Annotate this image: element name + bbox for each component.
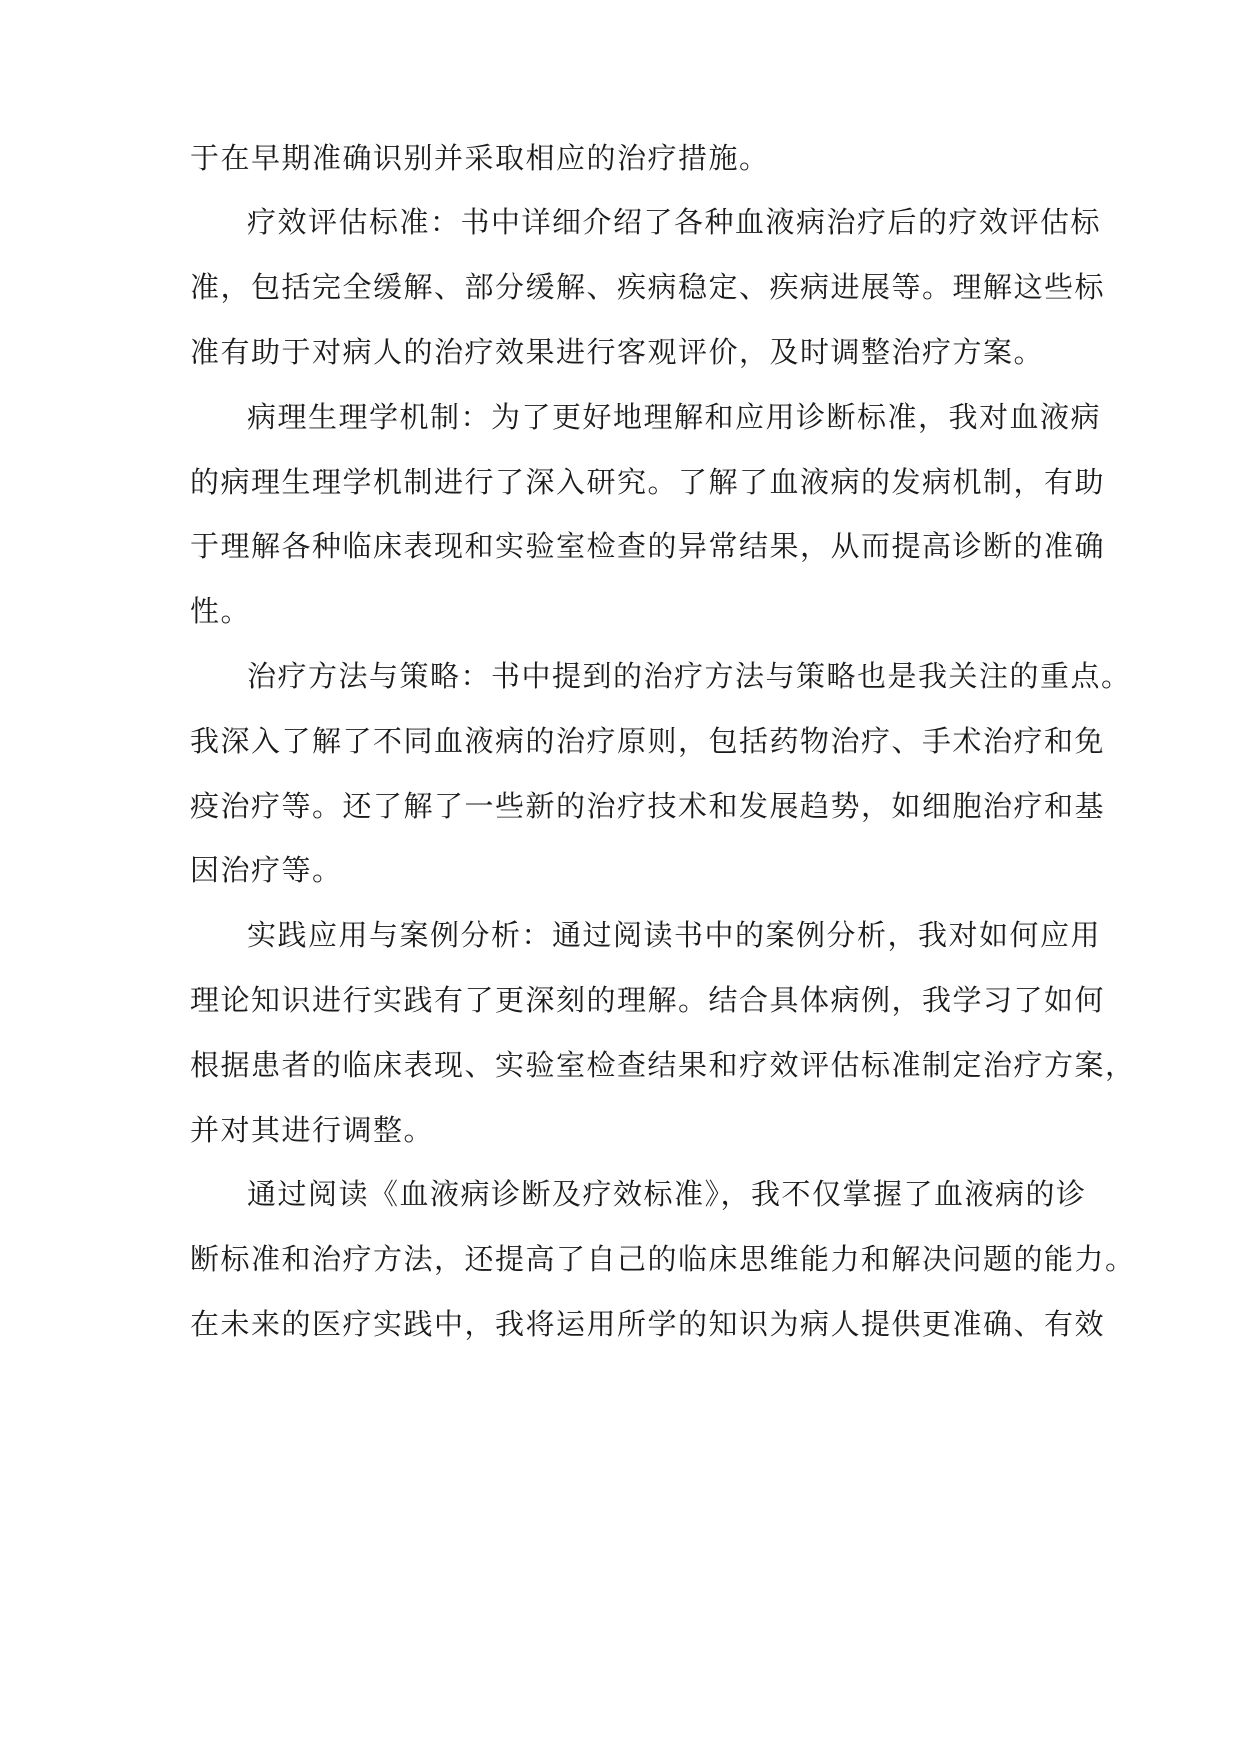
text-line: 断标准和治疗方法，还提高了自己的临床思维能力和解决问题的能力。 (190, 1242, 1136, 1276)
text-line: 我深入了解了不同血液病的治疗原则，包括药物治疗、手术治疗和免 (190, 724, 1106, 758)
text-line: 于在早期准确识别并采取相应的治疗措施。 (190, 141, 770, 175)
text-line: 的病理生理学机制进行了深入研究。了解了血液病的发病机制，有助 (190, 465, 1106, 499)
text-line: 性。 (190, 594, 252, 628)
text-line: 在未来的医疗实践中，我将运用所学的知识为病人提供更准确、有效 (190, 1307, 1106, 1341)
text-line: 因治疗等。 (190, 853, 343, 887)
text-line: 通过阅读《血液病诊断及疗效标准》，我不仅掌握了血液病的诊 (247, 1177, 1087, 1211)
text-line: 根据患者的临床表现、实验室检查结果和疗效评估标准制定治疗方案， (190, 1048, 1136, 1082)
text-line: 实践应用与案例分析：通过阅读书中的案例分析，我对如何应用 (247, 918, 1102, 952)
text-line: 并对其进行调整。 (190, 1113, 435, 1147)
text-line: 疗效评估标准：书中详细介绍了各种血液病治疗后的疗效评估标 (247, 205, 1102, 239)
text-line: 病理生理学机制：为了更好地理解和应用诊断标准，我对血液病 (247, 400, 1102, 434)
text-line: 疫治疗等。还了解了一些新的治疗技术和发展趋势，如细胞治疗和基 (190, 789, 1106, 823)
text-line: 治疗方法与策略：书中提到的治疗方法与策略也是我关注的重点。 (247, 659, 1132, 693)
text-line: 准，包括完全缓解、部分缓解、疾病稳定、疾病进展等。理解这些标 (190, 270, 1106, 304)
text-line: 理论知识进行实践有了更深刻的理解。结合具体病例，我学习了如何 (190, 983, 1106, 1017)
text-line: 于理解各种临床表现和实验室检查的异常结果，从而提高诊断的准确 (190, 529, 1106, 563)
text-line: 准有助于对病人的治疗效果进行客观评价，及时调整治疗方案。 (190, 335, 1045, 369)
